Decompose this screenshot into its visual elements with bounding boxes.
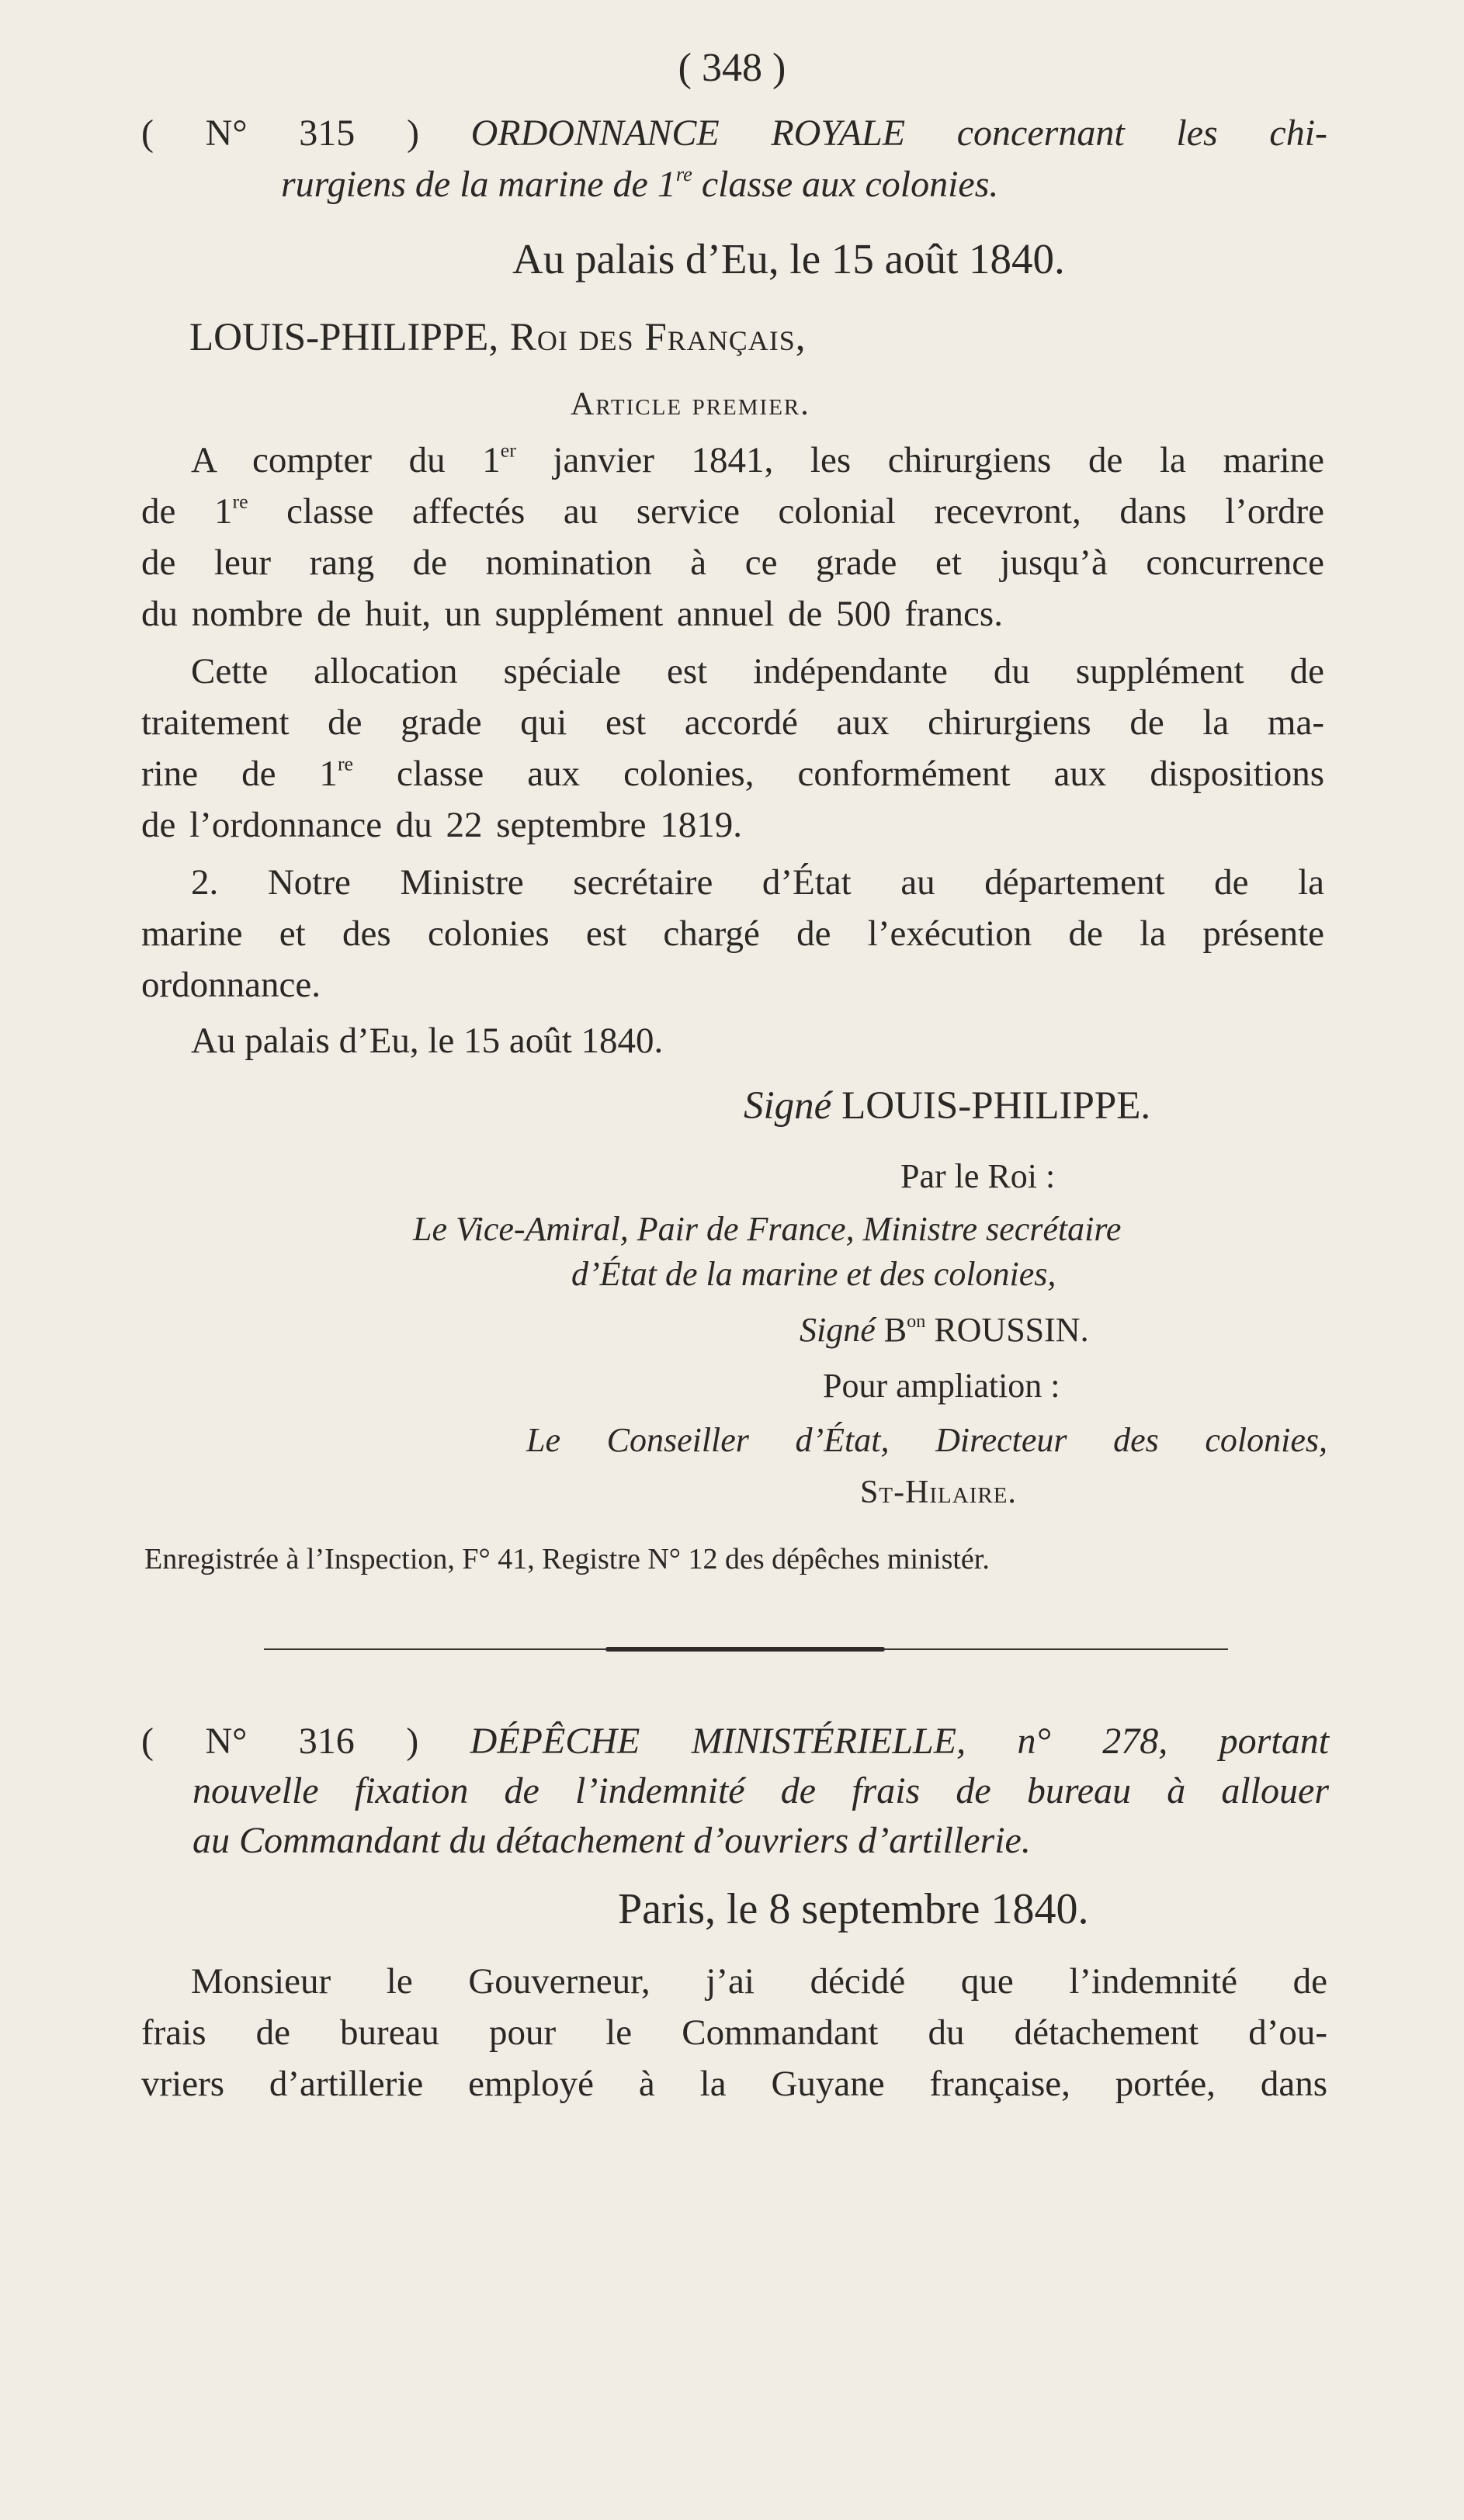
doc315-king-title: , Roi des Français, <box>488 316 807 359</box>
signed-title-sup: on <box>907 1310 926 1332</box>
doc315-heading-line1 <box>141 115 1327 152</box>
doc315-dateline: Au palais d’Eu, le 15 août 1840. <box>512 235 1065 283</box>
doc315-par-le-roi: Par le Roi : <box>900 1157 1056 1195</box>
doc316-heading-line2: nouvelle fixation de l’indemnité de frais de bureau à allouer <box>193 1770 1329 1811</box>
superscript: re <box>337 752 354 775</box>
doc315-p1-line3: de leur rang de nomination à ce grade et jusqu’à concurrence <box>141 542 1324 583</box>
doc315-p1-line1 <box>191 438 1324 480</box>
signed-title: B <box>883 1311 907 1349</box>
doc315-king: LOUIS-PHILIPPE <box>189 316 489 359</box>
doc315-minister-line2: d’État de la marine et des colonies, <box>571 1255 1056 1293</box>
doc315-p3-line1: 2. Notre Ministre secrétaire d’État au département de la <box>191 862 1324 903</box>
doc315-p3-line3: ordonnance. <box>141 965 321 1005</box>
doc315-p2-line3 <box>141 752 1324 794</box>
doc315-subtitle-part3: classe aux colonies. <box>692 164 999 205</box>
doc315-p3-line2: marine et des colonies est chargé de l’exécution de la présente <box>141 913 1324 954</box>
separator-rule-center <box>605 1647 885 1652</box>
doc315-king-line <box>189 318 807 358</box>
signed-prefix: Signé <box>744 1084 832 1128</box>
doc315-p1-line2 <box>141 490 1324 532</box>
text-fragment: classe affectés au service colonial recevront, dans l’ordre <box>248 491 1324 532</box>
doc316-body-line1: Monsieur le Gouverneur, j’ai décidé que l’indemnité de <box>191 1961 1327 2002</box>
doc316-body-line3: vriers d’artillerie employé à la Guyane française, portée, dans <box>141 2064 1327 2104</box>
doc315-p2-line1: Cette allocation spéciale est indépendante du supplément de <box>191 651 1324 692</box>
page-number: ( 348 ) <box>678 46 786 90</box>
doc315-p2-line4: de l’ordonnance du 22 septembre 1819. <box>141 805 742 845</box>
doc315-article-heading: Article premier. <box>571 386 810 422</box>
doc315-ampliation: Pour ampliation : <box>823 1367 1060 1405</box>
doc315-p1-line4: du nombre de huit, un supplément annuel de 500 francs. <box>141 594 1003 634</box>
doc315-subtitle-part2: rurgiens de la marine de 1 <box>281 164 676 205</box>
superscript: er <box>500 438 516 462</box>
doc316-heading-line3: au Commandant du détachement d’ouvriers d’artillerie. <box>193 1820 1031 1861</box>
doc315-signature <box>744 1084 1151 1128</box>
doc315-minister-line1: Le Vice-Amiral, Pair de France, Ministre secrétaire <box>413 1210 1122 1248</box>
signed-prefix: Signé <box>800 1311 876 1349</box>
text-fragment: rine de 1 <box>141 754 338 794</box>
doc316-dateline: Paris, le 8 septembre 1840. <box>618 1885 1089 1933</box>
text-fragment: classe aux colonies, conformément aux dispositions <box>353 754 1324 794</box>
doc315-closing-dateline: Au palais d’Eu, le 15 août 1840. <box>191 1021 664 1061</box>
doc315-p2-line2: traitement de grade qui est accordé aux chirurgiens de la ma- <box>141 702 1324 743</box>
doc316-number: ( N° 316 ) <box>141 1721 419 1762</box>
doc316-body-line2: frais de bureau pour le Commandant du détachement d’ou- <box>141 2012 1327 2053</box>
doc316-subtitle-part1: portant <box>1219 1721 1330 1762</box>
text-fragment: janvier 1841, les chirurgiens de la marine <box>515 440 1324 480</box>
doc315-conseiller: Le Conseiller d’État, Directeur des colonies, <box>526 1421 1327 1459</box>
doc315-subtitle-part1: concernant les chi- <box>956 113 1328 154</box>
doc315-registration: Enregistrée à l’Inspection, F° 41, Registre N° 12 des dépêches ministér. <box>144 1543 990 1575</box>
doc316-num-label: n° 278, <box>1017 1721 1168 1762</box>
doc315-number: ( N° 315 ) <box>141 113 419 154</box>
superscript: re <box>232 490 248 513</box>
text-fragment: A compter du 1 <box>191 440 501 480</box>
doc315-heading-line2 <box>281 162 999 205</box>
doc315-signature-roussin <box>800 1310 1089 1349</box>
signed-name: LOUIS-PHILIPPE. <box>841 1084 1151 1128</box>
doc315-title: ORDONNANCE ROYALE <box>470 113 906 154</box>
doc316-heading-line1 <box>141 1723 1329 1760</box>
doc315-subtitle-sup: re <box>675 162 692 186</box>
doc315-hilaire: St-Hilaire. <box>860 1475 1017 1510</box>
signed-roussin-name: ROUSSIN. <box>925 1311 1089 1349</box>
doc316-title: DÉPÊCHE MINISTÉRIELLE, <box>470 1721 966 1762</box>
text-fragment: de 1 <box>141 491 233 532</box>
